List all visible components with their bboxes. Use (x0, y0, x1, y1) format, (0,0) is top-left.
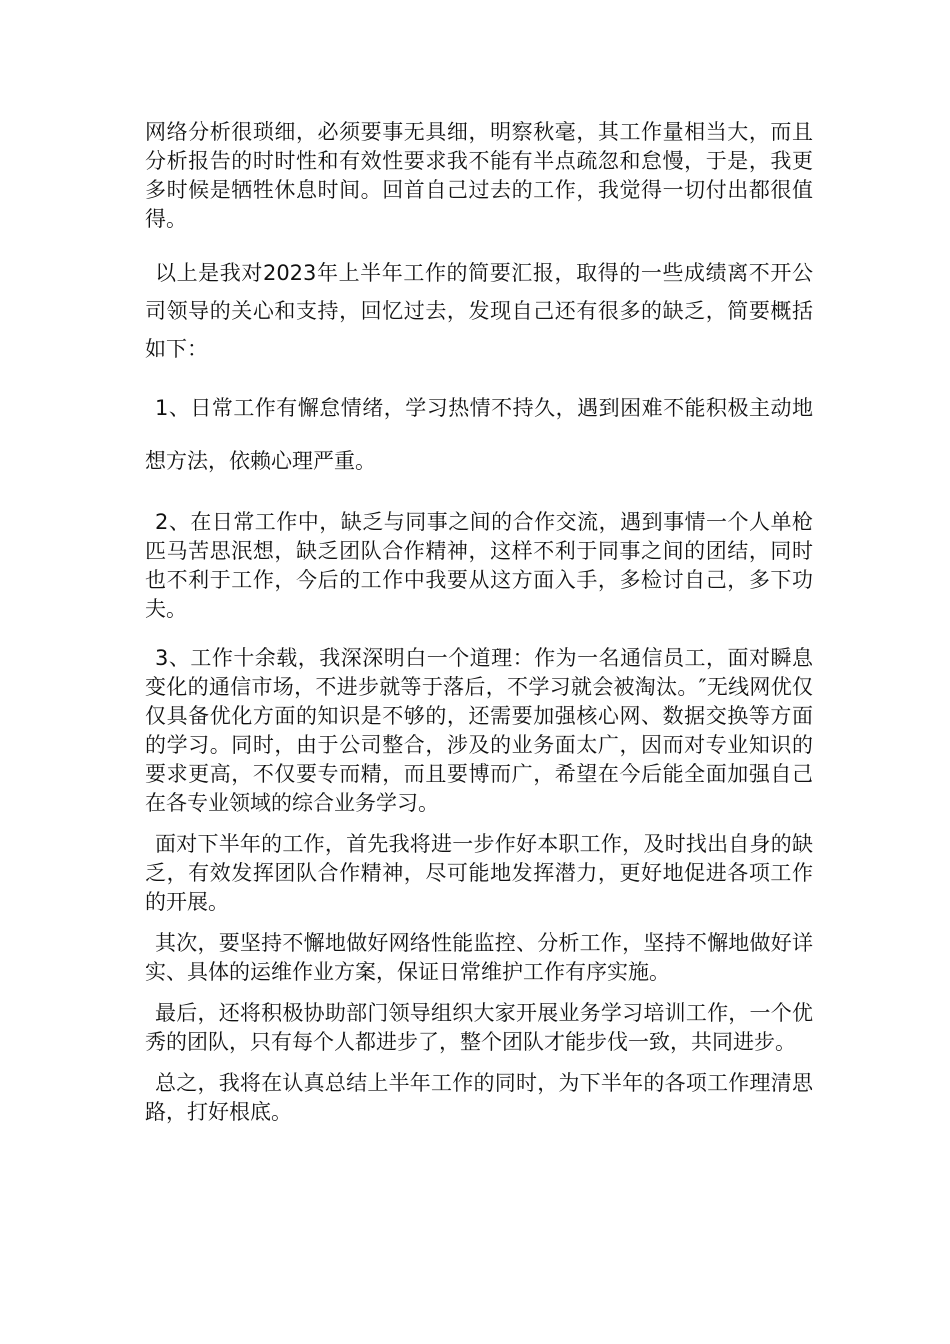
paragraph-work-detail: 网络分析很琐细，必须要事无具细，明察秋毫，其工作量相当大，而且分析报告的时时性和有效性要求我不能有半点疏忽和怠慢，于是，我更多时候是牺牲休息时间。回首自己过去的工作，我觉得一切付出都很值得。 (145, 120, 813, 231)
paragraph-plan-second: 其次，要坚持不懈地做好网络性能监控、分析工作，坚持不懈地做好详实、具体的运维作业方案，保证日常维护工作有序实施。 (145, 931, 813, 984)
paragraph-summary-intro: 以上是我对2023年上半年工作的简要汇报，取得的一些成绩离不开公司领导的关心和支持，回忆过去，发现自己还有很多的缺乏，简要概括如下： (145, 261, 813, 361)
paragraph-plan-first: 面对下半年的工作，首先我将进一步作好本职工作，及时找出自身的缺乏，有效发挥团队合作精神，尽可能地发挥潜力，更好地促进各项工作的开展。 (145, 832, 813, 914)
paragraph-shortcoming-1: 1、日常工作有懈怠情绪，学习热情不持久，遇到困难不能积极主动地想方法，依赖心理严重。 (145, 396, 813, 473)
paragraph-conclusion: 总之，我将在认真总结上半年工作的同时，为下半年的各项工作理清思路，打好根底。 (145, 1071, 813, 1124)
paragraph-plan-last: 最后，还将积极协助部门领导组织大家开展业务学习培训工作，一个优秀的团队，只有每个人都进步了，整个团队才能步伐一致，共同进步。 (145, 1001, 813, 1054)
paragraph-shortcoming-2: 2、在日常工作中，缺乏与同事之间的合作交流，遇到事情一个人单枪匹马苦思泯想，缺乏团队合作精神，这样不利于同事之间的团结，同时也不利于工作，今后的工作中我要从这方面入手，多检讨自己，多下功夫。 (145, 510, 813, 621)
document-body (145, 118, 813, 1127)
paragraph-shortcoming-3: 3、工作十余载，我深深明白一个道理：作为一名通信员工，面对瞬息变化的通信市场，不进步就等于落后，不学习就会被淘汰。″无线网优仅仅具备优化方面的知识是不够的，还需要加强核心网、数据交换等方面的学习。同时，由于公司整合，涉及的业务面太广，因而对专业知识的要求更高，不仅要专而精，而且要博而广，希望在今后能全面加强自己在各专业领域的综合业务学习。 (145, 646, 813, 815)
